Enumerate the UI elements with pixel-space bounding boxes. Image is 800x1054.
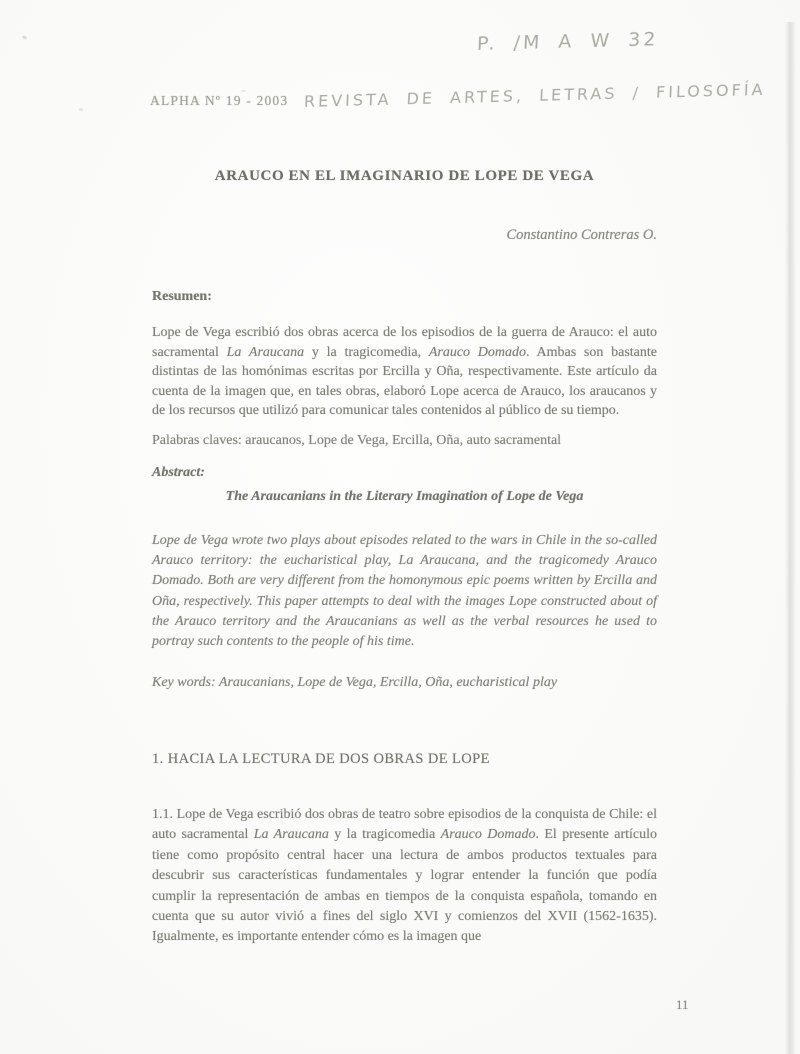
palabras-claves-line: Palabras claves: araucanos, Lope de Vega, Ercilla, Oña, auto sacramental — [152, 433, 562, 448]
work-title-arauco-domado: Arauco Domado — [428, 344, 527, 360]
work-title-la-araucana: La Araucana — [253, 827, 329, 843]
handwritten-catalog-code: P. /M A W 32 — [476, 28, 659, 56]
key-words-line: Key words: Araucanians, Lope de Vega, Ercilla, Oña, eucharistical play — [152, 675, 558, 690]
journal-issue-label: ALPHA Nº 19 - 2003 — [150, 93, 289, 108]
resumen-paragraph — [152, 323, 657, 421]
abstract-paragraph: Lope de Vega wrote two plays about episodes related to the wars in Chile in the so-called Arauco territory: the eucharistical play, La Araucana, and the tragicomedy Arauco Domado. Both are very different from the homonymous epic poems written by Ercilla and Oña, respectively. This paper attempts to deal with the images Lope constructed about of the Arauco territory and the Araucanians as well as the verbal resources he used to portray such contents to the people of his time. — [152, 533, 657, 650]
text-segment: y la tragicomedia, — [304, 344, 429, 360]
handwritten-journal-subtitle: REVISTA DE ARTES, LETRAS / FILOSOFÍA — [303, 79, 767, 112]
text-segment: 1.1. Lope de Vega escribió dos obras de teatro sobre episodios de la conquista de Chile: el auto sacramental — [152, 807, 657, 843]
text-segment: y la tragicomedia — [328, 827, 441, 843]
article-title: ARAUCO EN EL IMAGINARIO DE LOPE DE VEGA — [214, 168, 595, 184]
scan-edge-shadow — [785, 22, 796, 1054]
section-heading: 1. HACIA LA LECTURA DE DOS OBRAS DE LOPE — [152, 751, 490, 767]
abstract-label: Abstract: — [152, 465, 205, 480]
page-number: 11 — [676, 997, 689, 1012]
text-segment: . Ambas son bastante distintas de las homónimas escritas por Ercilla y Oña, respectivamente. Este artículo da cuenta de la imagen que, en tales obras, elaboró Lope acerca de Arauco, los araucanos y de los recursos que utilizó para comunicar tales contenidos al público de su tiempo. — [152, 344, 658, 419]
work-title-la-araucana: La Araucana — [226, 344, 305, 360]
body-paragraph — [152, 805, 657, 948]
text-segment: . El presente artículo tiene como propósito central hacer una lectura de ambos productos textuales para descubrir sus características fundamentales y lograr entender la función que podía cumplir la representación de ambas en tiempos de la conquista española, tomando en cuenta que su autor vivió a fines del siglo XVI y comienzos del XVII (1562-1635). Igualmente, es importante entender cómo es la imagen que — [152, 827, 658, 945]
resumen-label: Resumen: — [152, 289, 212, 304]
scan-speck — [22, 35, 28, 40]
scan-speck — [79, 108, 83, 111]
journal-header — [150, 79, 767, 112]
abstract-title: The Araucanians in the Literary Imagination of Lope de Vega — [225, 489, 584, 504]
article-author: Constantino Contreras O. — [506, 227, 657, 243]
text-segment: Lope de Vega escribió dos obras acerca de los episodios de la guerra de Arauco: el auto sacramental — [152, 325, 657, 360]
work-title-arauco-domado: Arauco Domado — [440, 827, 536, 843]
